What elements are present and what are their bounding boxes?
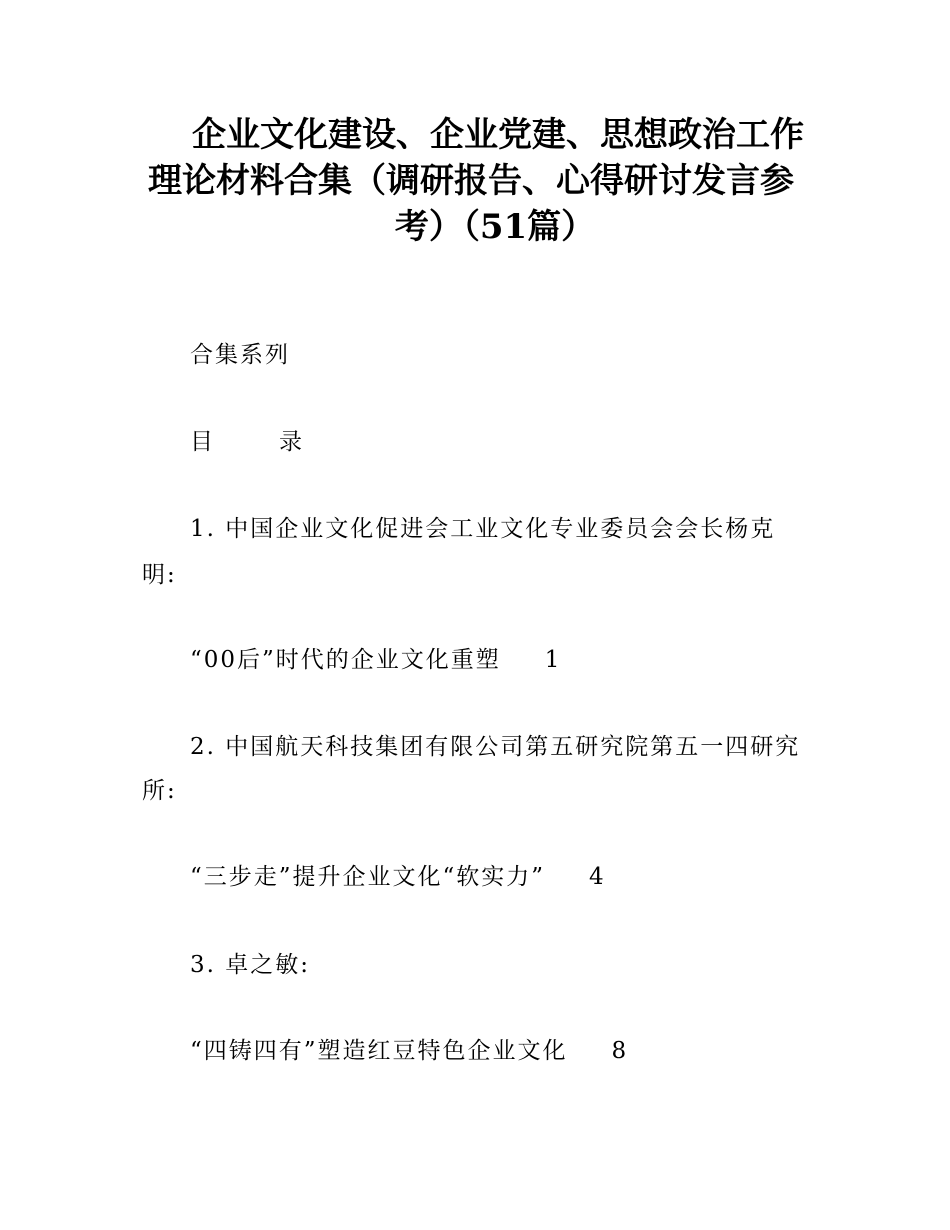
title-line-2: 理论材料合集（调研报告、心得研讨发言参 (148, 161, 794, 201)
toc-entry-3 (190, 1036, 628, 1066)
toc-entry-2-heading: 2. 中国航天科技集团有限公司第五研究院第五一四研究 (190, 734, 801, 760)
toc-entry-2-heading-cont: 所: (142, 778, 177, 804)
series-label: 合集系列 (190, 342, 290, 368)
toc-entry-1-heading: 1. 中国企业文化促进会工业文化专业委员会会长杨克 (190, 516, 776, 542)
toc-entry-1 (190, 645, 561, 675)
toc-entry-1-heading-cont: 明: (142, 562, 177, 588)
toc-heading (190, 427, 304, 457)
toc-heading-char-2: 录 (279, 429, 304, 455)
toc-entry-3-subtitle: “四铸四有”塑造红豆特色企业文化 (190, 1038, 568, 1064)
toc-heading-char-1: 目 (190, 429, 215, 455)
toc-entry-2 (190, 862, 606, 892)
toc-entry-3-heading: 3. 卓之敏: (190, 952, 311, 978)
toc-entry-2-subtitle: “三步走”提升企业文化“软实力” (190, 864, 546, 890)
title-line-1: 企业文化建设、企业党建、思想政治工作 (192, 115, 804, 155)
toc-entry-2-page: 4 (589, 864, 606, 890)
toc-entry-1-page: 1 (544, 647, 562, 673)
title-line-3: 考）（51篇） (394, 207, 596, 247)
document-title (120, 112, 830, 250)
toc-entry-1-subtitle: “00后”时代的企业文化重塑 (190, 647, 501, 673)
toc-entry-3-page: 8 (611, 1038, 629, 1064)
